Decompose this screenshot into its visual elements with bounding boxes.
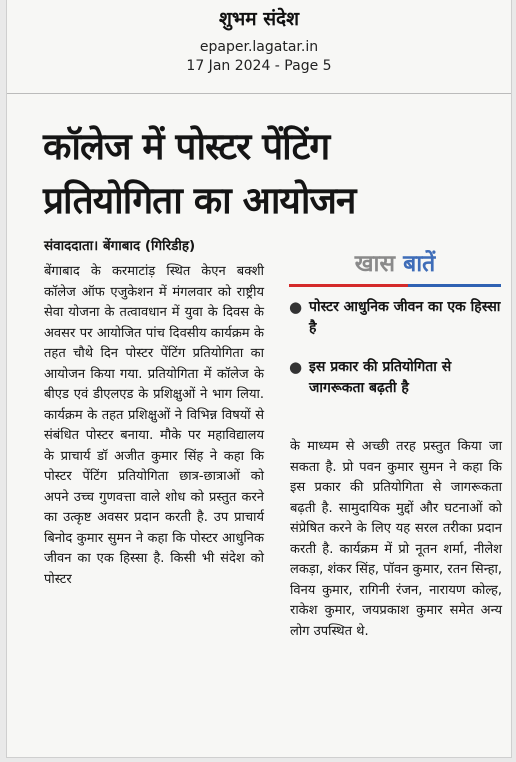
masthead-divider xyxy=(7,93,511,94)
highlights-title xyxy=(289,249,501,279)
article-column-2: के माध्यम से अच्छी तरह प्रस्तुत किया जा सकता है. प्रो पवन कुमार सुमन ने कहा कि इस प्रकार की प्रतियोगिता से जागरूकता बढ़ती है. सामुदायिक मुद्दों और घटनाओं को संप्रेषित करने के लिए यह सरल तरीका प्रदान करती है. कार्यक्रम में प्रो नूतन शर्मा, नीलेश लकड़ा, शंकर सिंह, पॉवन कुमार, रतन सिन्हा, विनय कुमार, रागिनी रंजन, नारायण कोल्ह, राकेश कुमार, जयप्रकाश कुमार समेत अन्य लोग उपस्थित थे. xyxy=(290,439,502,639)
masthead xyxy=(7,6,511,76)
highlight-item-text: इस प्रकार की प्रतियोगिता से जागरूकता बढ़ती है xyxy=(309,359,452,396)
highlights-title-word-1: खास xyxy=(354,251,396,277)
headline-line-2: प्रतियोगिता का आयोजन xyxy=(43,179,356,222)
paper-name: शुभम संदेश xyxy=(218,8,300,30)
rule-red-segment xyxy=(289,284,408,287)
epaper-page xyxy=(6,0,512,758)
bullet-icon: ● xyxy=(289,358,303,376)
highlights-rule xyxy=(289,284,501,287)
highlight-item xyxy=(289,297,501,339)
rule-blue-segment xyxy=(408,284,501,287)
article-column-1: बेंगाबाद के करमाटांड़ स्थित केएन बक्शी कॉलेज ऑफ एजुकेशन में मंगलवार को राष्ट्रीय सेवा योजना के तत्वावधान में युवा के दिवस के अवसर पर आयोजित पांच दिवसीय कार्यक्रम के तहत चौथे दिन पोस्टर पेंटिंग प्रतियोगिता का आयोजन किया गया. प्रतियोगिता में कॉलेज के बीएड एवं डीएलएड के प्रशिक्षुओं ने भाग लिया. कार्यक्रम के तहत प्रशिक्षुओं ने विभिन्न विषयों से संबंधित पोस्टर बनाया. मौके पर महाविद्यालय के प्राचार्य डॉ अजीत कुमार सिंह ने कहा कि पोस्टर पेंटिंग प्रतियोगिता छात्र-छात्राओं को अपने उच्च गुणवत्ता वाले शोध को प्रस्तुत करने का उत्कृष्ट अवसर प्रदान करती है. उप प्राचार्य बिनोद कुमार सुमन ने कहा कि पोस्टर आधुनिक जीवन का एक हिस्सा है. किसी भी संदेश को पोस्टर xyxy=(44,264,264,587)
date-page: 17 Jan 2024 - Page 5 xyxy=(186,58,332,74)
highlights-title-word-2: बातें xyxy=(403,251,436,277)
highlights-box xyxy=(289,249,501,399)
headline-line-1: कॉलेज में पोस्टर पेंटिंग xyxy=(43,125,330,168)
highlight-item-text: पोस्टर आधुनिक जीवन का एक हिस्सा है xyxy=(309,299,501,336)
article-headline xyxy=(43,120,503,228)
bullet-icon: ● xyxy=(289,298,303,316)
byline: संवाददाता। बेंगाबाद (गिरिडीह) xyxy=(44,238,196,254)
highlight-item xyxy=(289,357,501,399)
epaper-url[interactable]: epaper.lagatar.in xyxy=(199,39,319,55)
